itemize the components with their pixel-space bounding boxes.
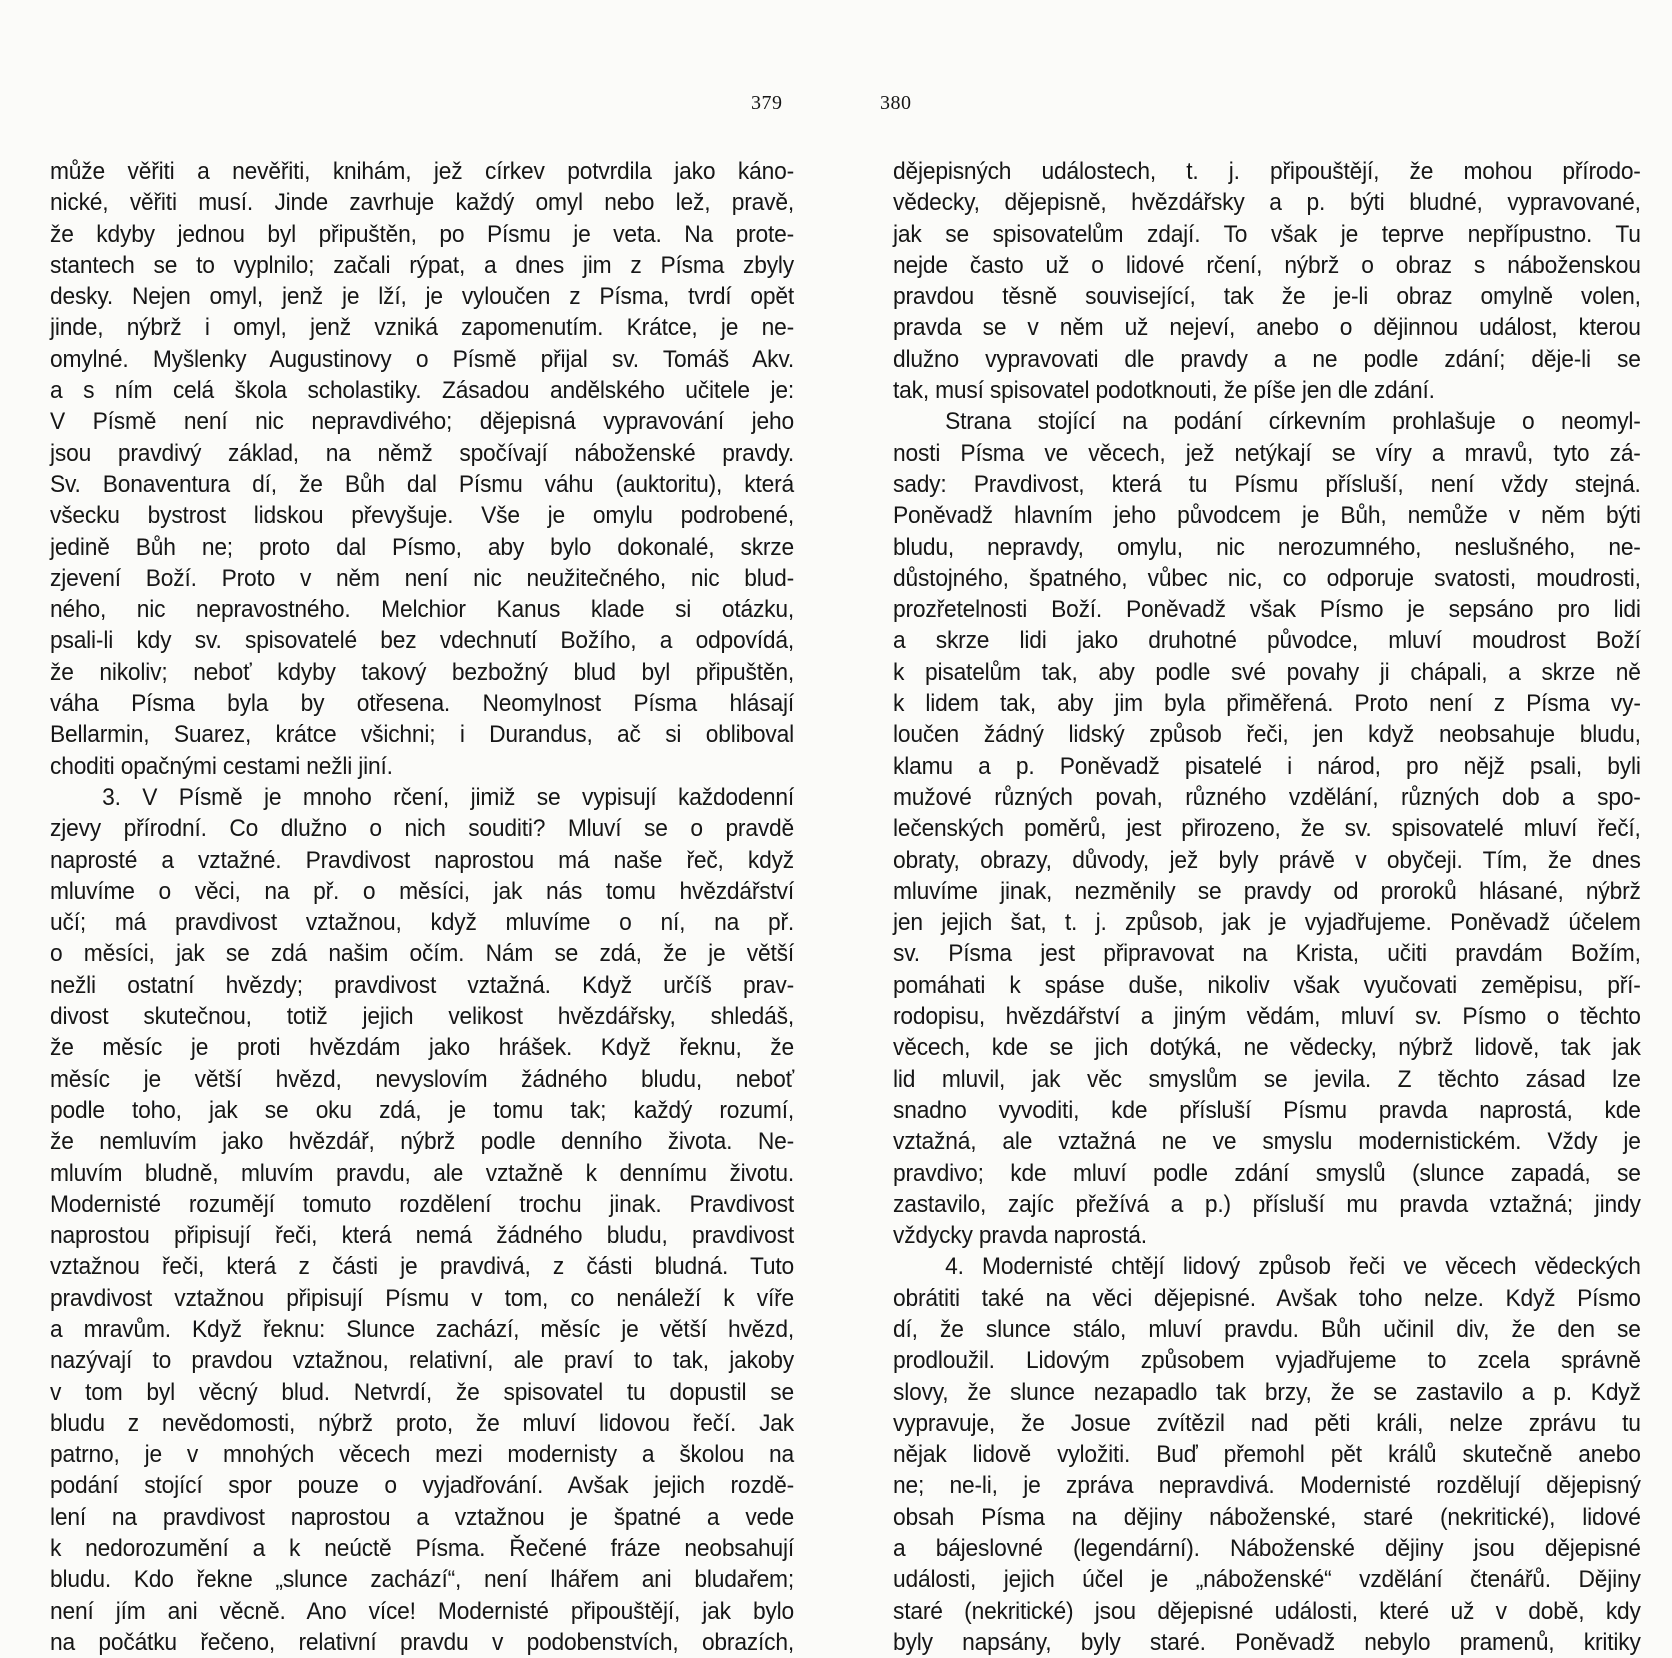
text-line: jak se spisovatelům zdají. To však je teprve nepřípustno. Tu <box>893 220 1641 248</box>
text-line: nějak lidově vyložiti. Buď přemohl pět králů skutečně anebo <box>893 1441 1641 1469</box>
text-line: desky. Nejen omyl, jenž je lží, je vyloučen z Písma, tvrdí opět <box>50 283 794 311</box>
text-line: vypravuje, že Josue zvítězil nad pěti králi, nelze zprávu tu <box>893 1409 1641 1437</box>
text-line: vědecky, dějepisně, hvězdářsky a p. býti bludné, vypravované, <box>893 189 1641 217</box>
text-line: na počátku řečeno, relativní pravdu v podobenstvích, obrazích, <box>50 1628 794 1656</box>
text-line: podání stojící spor pouze o vyjadřování. Avšak jejich rozdě- <box>50 1472 794 1500</box>
text-line: pravdivost vztažnou připisují Písmu v tom, co nenáleží k víře <box>50 1284 794 1312</box>
text-line: důstojného, špatného, vůbec nic, co odporuje svatosti, moudrosti, <box>893 564 1641 592</box>
text-line: pravda se v něm už nejeví, anebo o dějinnou událost, kterou <box>893 314 1641 342</box>
text-line: zjevení Boží. Proto v něm není nic neužitečného, nic blud- <box>50 564 794 592</box>
text-line: prodloužil. Lidovým způsobem vyjadřujeme to zcela správně <box>893 1347 1641 1375</box>
text-line: nežli ostatní hvězdy; pravdivost vztažná. Když určíš prav- <box>50 971 794 999</box>
text-line: lení na pravdivost naprostou a vztažnou je špatné a vede <box>50 1503 794 1531</box>
text-line: že měsíc je proti hvězdám jako hrášek. Když řeknu, že <box>50 1034 794 1062</box>
text-line: naprostou připisují řeči, která nemá žádného bludu, pravdivost <box>50 1222 794 1250</box>
text-line: dějepisných událostech, t. j. připouštějí, že mohou přírodo- <box>893 158 1641 185</box>
text-line: mluvím bludně, mluvím pravdu, ale vztažně k dennímu životu. <box>50 1159 794 1187</box>
text-line: lečenských poměrů, jest přirozeno, že sv. spisovatelé mluví řečí, <box>893 815 1641 843</box>
text-line: prozřetelnosti Boží. Poněvadž však Písmo je sepsáno pro lidi <box>893 596 1641 624</box>
text-line: vztažnou řeči, která z části je pravdivá, z části bludná. Tuto <box>50 1253 794 1281</box>
text-line: věcech, kde se jich dotýká, ne vědecky, nýbrž lidově, tak jak <box>893 1034 1641 1062</box>
text-line: nejde často už o lidové rčení, nýbrž o obraz s náboženskou <box>893 251 1641 279</box>
text-line: obrátiti také na věci dějepisné. Avšak toho nelze. Když Písmo <box>893 1284 1641 1312</box>
text-line: nosti Písma ve věcech, jež netýkají se víry a mravů, tyto zá- <box>893 439 1641 467</box>
text-line: podle toho, jak se oku zdá, je tomu tak; každý rozumí, <box>50 1096 794 1124</box>
text-line: a mravům. Když řeknu: Slunce zachází, měsíc je větší hvězd, <box>50 1315 794 1343</box>
text-line: divost skutečnou, totiž jejich velikost hvězdářsky, shledáš, <box>50 1003 794 1031</box>
text-line: byly napsány, byly staré. Poněvadž nebylo pramenů, kritiky <box>893 1628 1641 1656</box>
text-line: vztažná, ale vztažná ne ve smyslu modernistickém. Vždy je <box>893 1128 1641 1156</box>
text-line: nazývají to pravdou vztažnou, relativní, ale praví to tak, jakoby <box>50 1347 794 1375</box>
text-line: Sv. Bonaventura dí, že Bůh dal Písmu váhu (auktoritu), která <box>50 470 794 498</box>
page-left <box>0 0 836 1656</box>
text-line: bludu, nepravdy, omylu, nic nerozumného, neslušného, ne- <box>893 533 1641 561</box>
text-line: obraty, obrazy, důvody, jež byly právě v obyčeji. Tím, že dnes <box>893 846 1641 874</box>
text-line: a s ním celá škola scholastiky. Zásadou andělského učitele je: <box>50 377 794 405</box>
text-line: slovy, že slunce nezapadlo tak brzy, že se zastavilo a p. Když <box>893 1378 1641 1406</box>
text-line: mluvíme o věci, na př. o měsíci, jak nás tomu hvězdářství <box>50 877 794 905</box>
text-line: události, jejich účel je „náboženské“ vzdělání čtenářů. Dějiny <box>893 1566 1641 1594</box>
text-line: Modernisté rozumějí tomuto rozdělení trochu jinak. Pravdivost <box>50 1190 794 1218</box>
text-line: ného, nic nepravostného. Melchior Kanus klade si otázku, <box>50 596 794 624</box>
text-line: že nikoliv; neboť kdyby takový bezbožný blud byl připuštěn, <box>50 658 794 686</box>
text-line: pomáhati k spáse duše, nikoliv však vyučovati zeměpisu, pří- <box>893 971 1641 999</box>
text-line: Poněvadž hlavním jeho původcem je Bůh, nemůže v něm býti <box>893 502 1641 530</box>
text-line: V Písmě není nic nepravdivého; dějepisná vypravování jeho <box>50 408 794 436</box>
text-line: dlužno vypravovati dle pravdy a ne podle zdání; děje-li se <box>893 345 1641 373</box>
text-line: v tom byl věcný blud. Netvrdí, že spisovatel tu dopustil se <box>50 1378 794 1406</box>
text-block-left <box>50 156 794 1658</box>
text-line: jinde, nýbrž i omyl, jenž vzniká zapomenutím. Krátce, je ne- <box>50 314 794 342</box>
text-line: pravdivo; kde mluví podle zdání smyslů (slunce zapadá, se <box>893 1159 1641 1187</box>
text-line: naprosté a vztažné. Pravdivost naprostou má naše řeč, když <box>50 846 794 874</box>
text-line: jen jejich šat, t. j. způsob, jak je vyjadřujeme. Poněvadž účelem <box>893 909 1641 937</box>
text-line: bludu z nevědomosti, nýbrž proto, že mluví lidovou řečí. Jak <box>50 1409 794 1437</box>
text-line: o měsíci, jak se zdá našim očím. Nám se zdá, že je větší <box>50 940 794 968</box>
text-line: a skrze lidi jako druhotné původce, mluví moudrost Boží <box>893 627 1641 655</box>
text-line: nické, věřiti musí. Jinde zavrhuje každý omyl nebo lež, pravě, <box>50 189 794 217</box>
text-line: Strana stojící na podání církevním prohlašuje o neomyl- <box>945 408 1641 436</box>
text-line: zastavilo, zajíc přežívá a p.) přísluší mu pravda vztažná; jindy <box>893 1190 1641 1218</box>
text-line: patrno, je v mnohých věcech mezi modernisty a školou na <box>50 1441 794 1469</box>
text-line: 3. V Písmě je mnoho rčení, jimiž se vypisují každodenní <box>102 783 794 811</box>
text-line: psali-li kdy sv. spisovatelé bez vdechnutí Božího, a odpovídá, <box>50 627 794 655</box>
text-line: a bájeslovné (legendární). Náboženské dějiny jsou dějepisné <box>893 1535 1641 1563</box>
text-block-right <box>893 156 1641 1658</box>
text-line: váha Písma byla by otřesena. Neomylnost Písma hlásají <box>50 690 794 718</box>
text-line: Bellarmin, Suarez, krátce všichni; i Durandus, ač si obliboval <box>50 721 794 749</box>
text-line: choditi opačnými cestami nežli jiní. <box>50 752 393 780</box>
text-line: mluvíme jinak, nezměnily se pravdy od proroků hlásané, nýbrž <box>893 877 1641 905</box>
text-line: měsíc je větší hvězd, nevyslovím žádného bludu, neboť <box>50 1065 794 1093</box>
text-line: lid mluvil, jak věc smyslům se jevila. Z těchto zásad lze <box>893 1065 1641 1093</box>
text-line: sv. Písma jest připravovat na Krista, učiti pravdám Božím, <box>893 940 1641 968</box>
text-line: učí; má pravdivost vztažnou, když mluvíme o ní, na př. <box>50 909 794 937</box>
text-line: bludu. Kdo řekne „slunce zachází“, není lhářem ani bludařem; <box>50 1566 794 1594</box>
text-line: k nedorozumění a k neúctě Písma. Řečené fráze neobsahují <box>50 1535 794 1563</box>
text-line: pravdou těsně související, tak že je-li obraz omylně volen, <box>893 283 1641 311</box>
text-line: k lidem tak, aby jim byla přiměřená. Proto není z Písma vy- <box>893 690 1641 718</box>
text-line: snadno vyvoditi, kde přísluší Písmu pravda naprostá, kde <box>893 1096 1641 1124</box>
text-line: mužové různých povah, různého vzdělání, různých dob a spo- <box>893 783 1641 811</box>
page-number-right: 380 <box>880 92 912 114</box>
text-line: ne; ne-li, je zpráva nepravdivá. Modernisté rozdělují dějepisný <box>893 1472 1641 1500</box>
page-right <box>836 0 1672 1656</box>
text-line: že nemluvím jako hvězdář, nýbrž podle denního života. Ne- <box>50 1128 794 1156</box>
text-line: obsah Písma na dějiny náboženské, staré (nekritické), lidové <box>893 1503 1641 1531</box>
page-number-left: 379 <box>751 92 783 114</box>
text-line: klamu a p. Poněvadž pisatelé i národ, pro nějž psali, byli <box>893 752 1641 780</box>
text-line: že kdyby jednou byl připuštěn, po Písmu je veta. Na prote- <box>50 220 794 248</box>
text-line: loučen žádný lidský způsob řeči, jen když neobsahuje bludu, <box>893 721 1641 749</box>
text-line: všecku bystrost lidskou převyšuje. Vše je omylu podrobené, <box>50 502 794 530</box>
text-line: není jím ani věcně. Ano více! Modernisté připouštějí, jak bylo <box>50 1597 794 1625</box>
text-line: dí, že slunce stálo, mluví pravdu. Bůh učinil div, že den se <box>893 1315 1641 1343</box>
text-line: může věřiti a nevěřiti, knihám, jež církev potvrdila jako káno- <box>50 158 794 185</box>
text-line: staré (nekritické) jsou dějepisné události, které už v době, kdy <box>893 1597 1641 1625</box>
text-line: jsou pravdivý základ, na němž spočívají náboženské pravdy. <box>50 439 794 467</box>
text-line: stantech se to vyplnilo; začali rýpat, a dnes jim z Písma zbyly <box>50 251 794 279</box>
text-line: rodopisu, hvězdářství a jiným vědám, mluví sv. Písmo o těchto <box>893 1003 1641 1031</box>
text-line: tak, musí spisovatel podotknouti, že píše jen dle zdání. <box>893 377 1435 405</box>
text-line: sady: Pravdivost, která tu Písmu přísluší, není vždy stejná. <box>893 470 1641 498</box>
text-line: zjevy přírodní. Co dlužno o nich souditi? Mluví se o pravdě <box>50 815 794 843</box>
text-line: k pisatelům tak, aby podle své povahy ji chápali, a skrze ně <box>893 658 1641 686</box>
text-line: jedině Bůh ne; proto dal Písmo, aby bylo dokonalé, skrze <box>50 533 794 561</box>
text-line: vždycky pravda naprostá. <box>893 1222 1147 1250</box>
text-line: 4. Modernisté chtějí lidový způsob řeči ve věcech vědeckých <box>945 1253 1641 1281</box>
text-line: omylné. Myšlenky Augustinovy o Písmě přijal sv. Tomáš Akv. <box>50 345 794 373</box>
